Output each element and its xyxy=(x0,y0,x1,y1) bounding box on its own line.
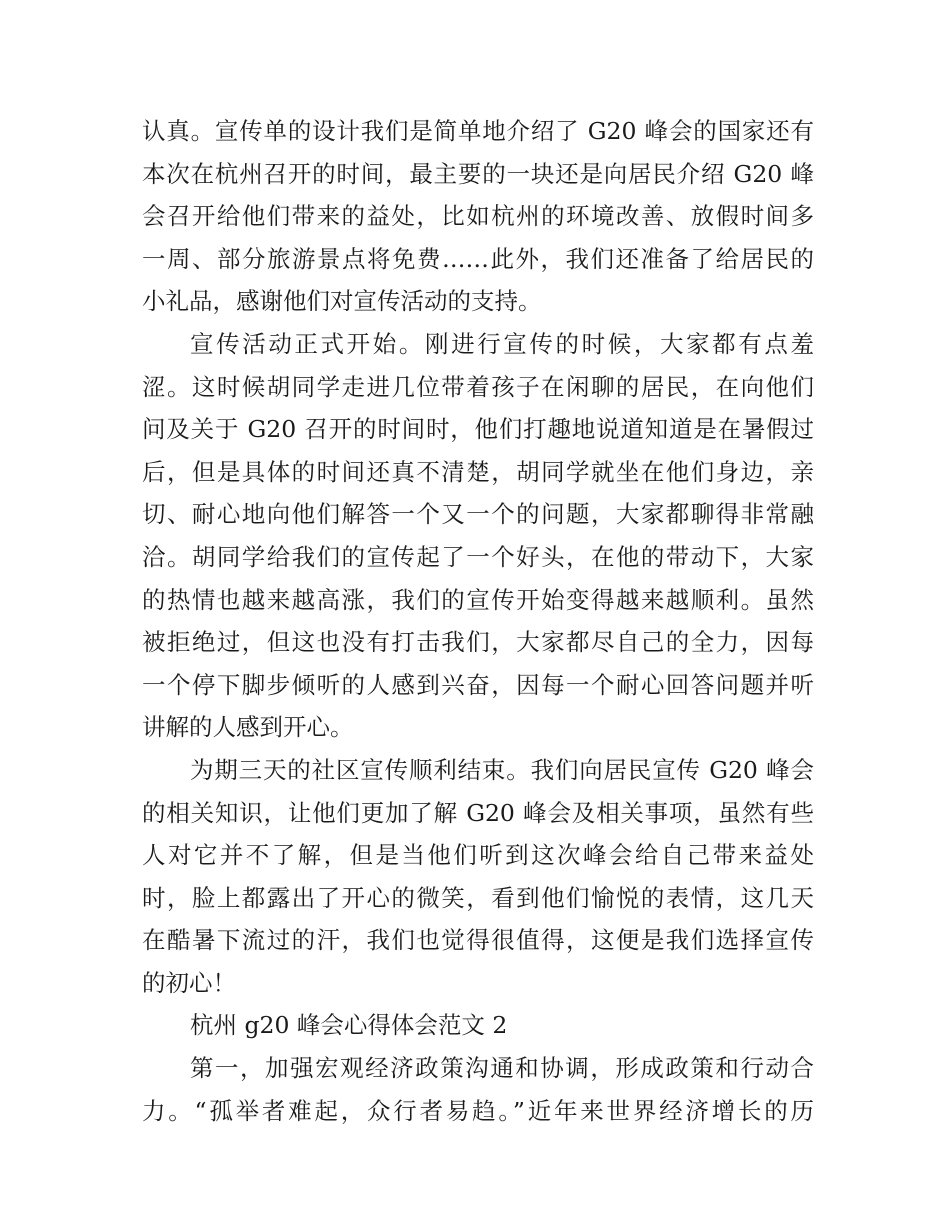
paragraph xyxy=(142,110,814,323)
text-line: 切、耐心地向他们解答一个又一个的问题，大家都聊得非常融 xyxy=(142,500,814,529)
text-line: 时，脸上都露出了开心的微笑，看到他们愉悦的表情，这几天 xyxy=(142,883,814,912)
text-line: 的热情也越来越高涨，我们的宣传开始变得越来越顺利。虽然 xyxy=(142,585,814,614)
text-line: 洽。胡同学给我们的宣传起了一个好头，在他的带动下，大家 xyxy=(142,542,814,571)
text-line: 会召开给他们带来的益处，比如杭州的环境改善、放假时间多 xyxy=(142,202,814,231)
paragraph xyxy=(142,1047,814,1132)
text-line: 第一，加强宏观经济政策沟通和协调，形成政策和行动合 xyxy=(190,1054,814,1083)
paragraph xyxy=(142,749,814,1005)
text-line: 为期三天的社区宣传顺利结束。我们向居民宣传 G20 峰会 xyxy=(190,755,814,784)
text-line: 认真。宣传单的设计我们是简单地介绍了 G20 峰会的国家还有 xyxy=(142,117,814,145)
text-line: 被拒绝过，但这也没有打击我们，大家都尽自己的全力，因每 xyxy=(142,628,814,657)
text-line: 问及关于 G20 召开的时间时，他们打趣地说道知道是在暑假过 xyxy=(142,415,814,444)
text-line: 力。“孤举者难起，众行者易趋。”近年来世界经济增长的历 xyxy=(142,1096,814,1125)
text-line: 讲解的人感到开心。 xyxy=(142,713,354,742)
text-line: 的初心！ xyxy=(142,968,236,997)
text-line: 涩。这时候胡同学走进几位带着孩子在闲聊的居民，在向他们 xyxy=(142,372,814,401)
paragraph xyxy=(142,323,814,749)
text-line: 本次在杭州召开的时间，最主要的一块还是向居民介绍 G20 峰 xyxy=(142,159,814,188)
text-line: 人对它并不了解，但是当他们听到这次峰会给自己带来益处 xyxy=(142,841,814,870)
heading-text: 杭州 g20 峰会心得体会范文 2 xyxy=(190,1011,508,1040)
text-line: 宣传活动正式开始。刚进行宣传的时候，大家都有点羞 xyxy=(190,329,814,358)
text-line: 在酷暑下流过的汗，我们也觉得很值得，这便是我们选择宣传 xyxy=(142,926,814,955)
text-line: 一周、部分旅游景点将免费……此外，我们还准备了给居民的 xyxy=(142,244,814,273)
text-line: 后，但是具体的时间还真不清楚，胡同学就坐在他们身边，亲 xyxy=(142,457,814,486)
text-line: 一个停下脚步倾听的人感到兴奋，因每一个耐心回答问题并听 xyxy=(142,670,814,699)
section-heading xyxy=(142,1004,814,1047)
document-body xyxy=(142,110,814,1132)
text-line: 的相关知识，让他们更加了解 G20 峰会及相关事项，虽然有些 xyxy=(142,798,814,827)
text-line: 小礼品，感谢他们对宣传活动的支持。 xyxy=(142,287,542,316)
